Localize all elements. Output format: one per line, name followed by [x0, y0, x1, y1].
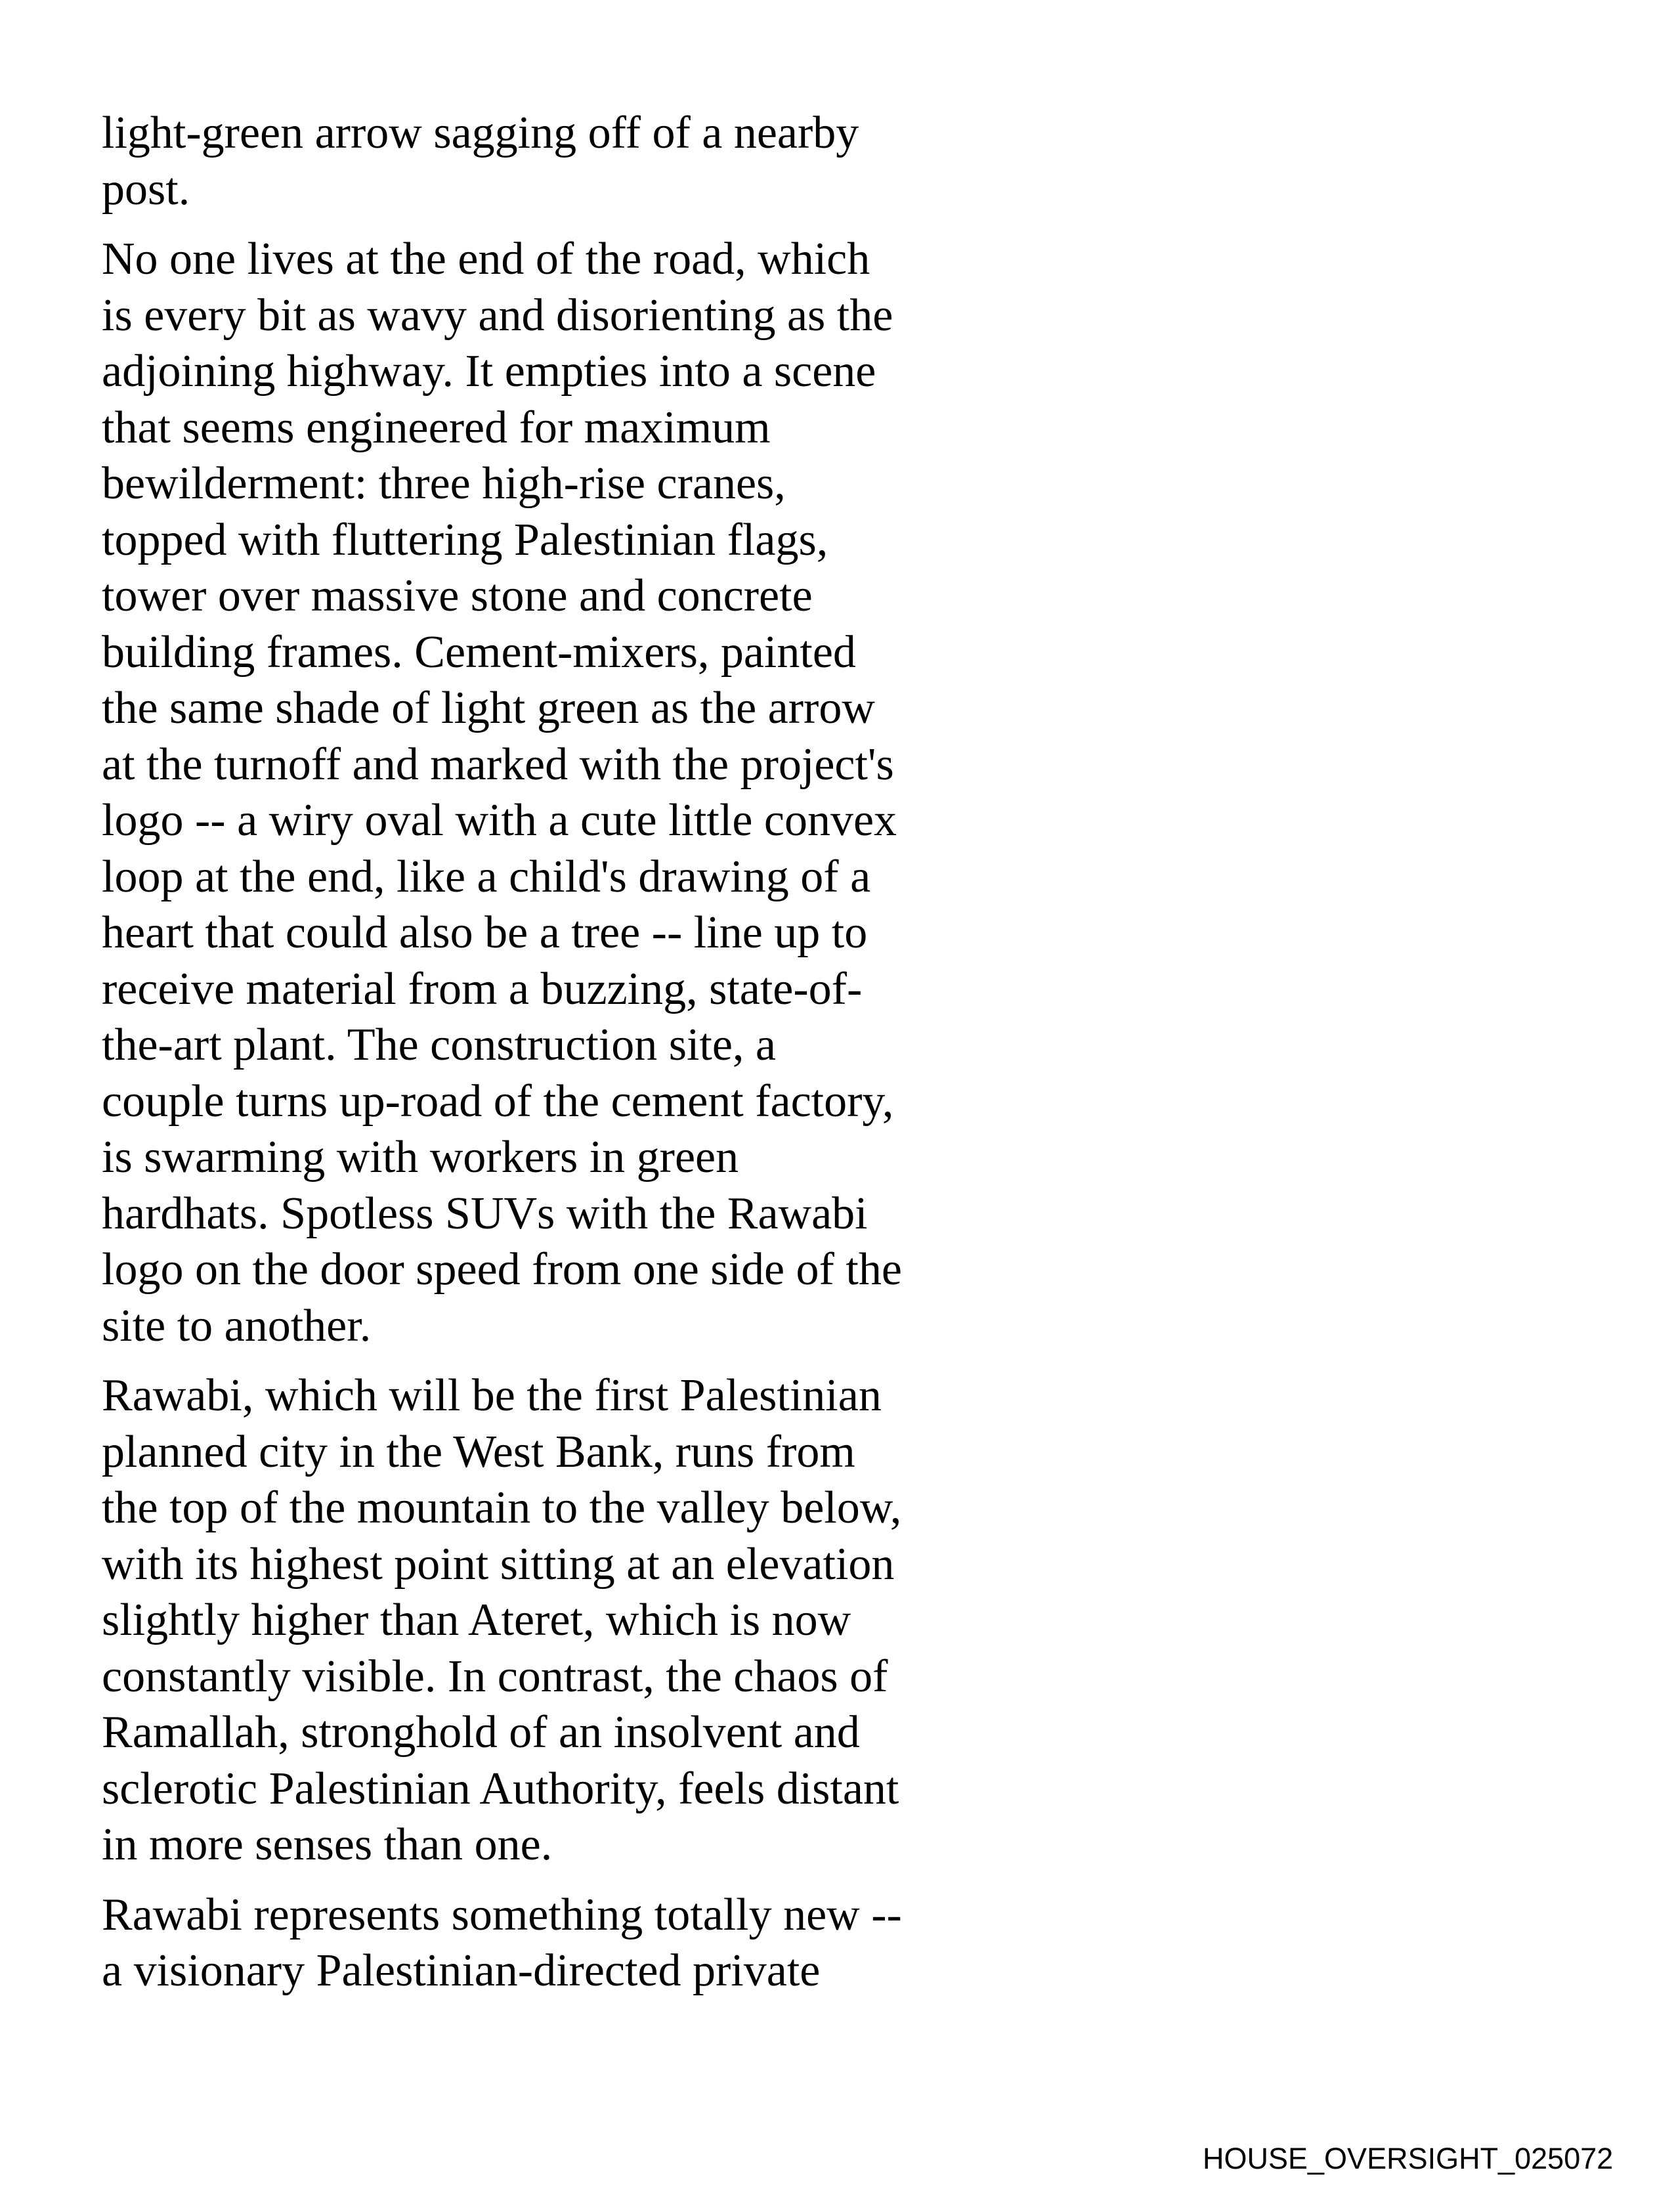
paragraph — [102, 105, 1021, 217]
text-line: slightly higher than Ateret, which is now — [102, 1595, 851, 1645]
text-line: that seems engineered for maximum — [102, 402, 771, 453]
paragraph — [102, 1368, 1021, 1873]
text-line: receive material from a buzzing, state-of- — [102, 963, 863, 1014]
text-line: with its highest point sitting at an elevation — [102, 1538, 895, 1590]
text-line: bewilderment: three high-rise cranes, — [102, 458, 786, 509]
text-line: Rawabi represents something totally new -- — [102, 1889, 902, 1940]
document-body — [102, 105, 1021, 2013]
text-line: is swarming with workers in green — [102, 1132, 739, 1182]
text-line: logo -- a wiry oval with a cute little convex — [102, 795, 897, 846]
text-line: Ramallah, stronghold of an insolvent and — [102, 1707, 860, 1758]
text-line: the-art plant. The construction site, a — [102, 1020, 776, 1070]
text-line: post. — [102, 163, 190, 215]
text-line: building frames. Cement-mixers, painted — [102, 626, 856, 678]
text-line: planned city in the West Bank, runs from — [102, 1426, 855, 1477]
text-line: hardhats. Spotless SUVs with the Rawabi — [102, 1188, 868, 1239]
paragraph — [102, 1887, 1021, 1999]
text-line: the same shade of light green as the arrow — [102, 683, 875, 733]
text-line: is every bit as wavy and disorienting as the — [102, 290, 893, 341]
text-line: in more senses than one. — [102, 1819, 553, 1870]
text-line: the top of the mountain to the valley below, — [102, 1483, 902, 1533]
text-line: couple turns up-road of the cement factory, — [102, 1075, 894, 1127]
text-line: a visionary Palestinian-directed private — [102, 1945, 821, 1996]
text-line: site to another. — [102, 1300, 372, 1351]
text-line: topped with fluttering Palestinian flags, — [102, 514, 828, 565]
text-line: loop at the end, like a child's drawing of a — [102, 851, 871, 902]
text-line: Rawabi, which will be the first Palestinian — [102, 1370, 882, 1421]
bates-stamp: HOUSE_OVERSIGHT_025072 — [1203, 2142, 1614, 2175]
text-line: at the turnoff and marked with the project's — [102, 739, 894, 790]
paragraph — [102, 231, 1021, 1354]
text-line: sclerotic Palestinian Authority, feels distant — [102, 1763, 899, 1814]
text-line: heart that could also be a tree -- line up to — [102, 907, 868, 958]
text-line: constantly visible. In contrast, the chaos of — [102, 1651, 888, 1702]
text-line: tower over massive stone and concrete — [102, 571, 813, 621]
text-line: light-green arrow sagging off of a nearby — [102, 108, 859, 158]
text-line: logo on the door speed from one side of the — [102, 1244, 902, 1295]
text-line: adjoining highway. It empties into a scene — [102, 346, 876, 397]
text-line: No one lives at the end of the road, which — [102, 234, 870, 284]
